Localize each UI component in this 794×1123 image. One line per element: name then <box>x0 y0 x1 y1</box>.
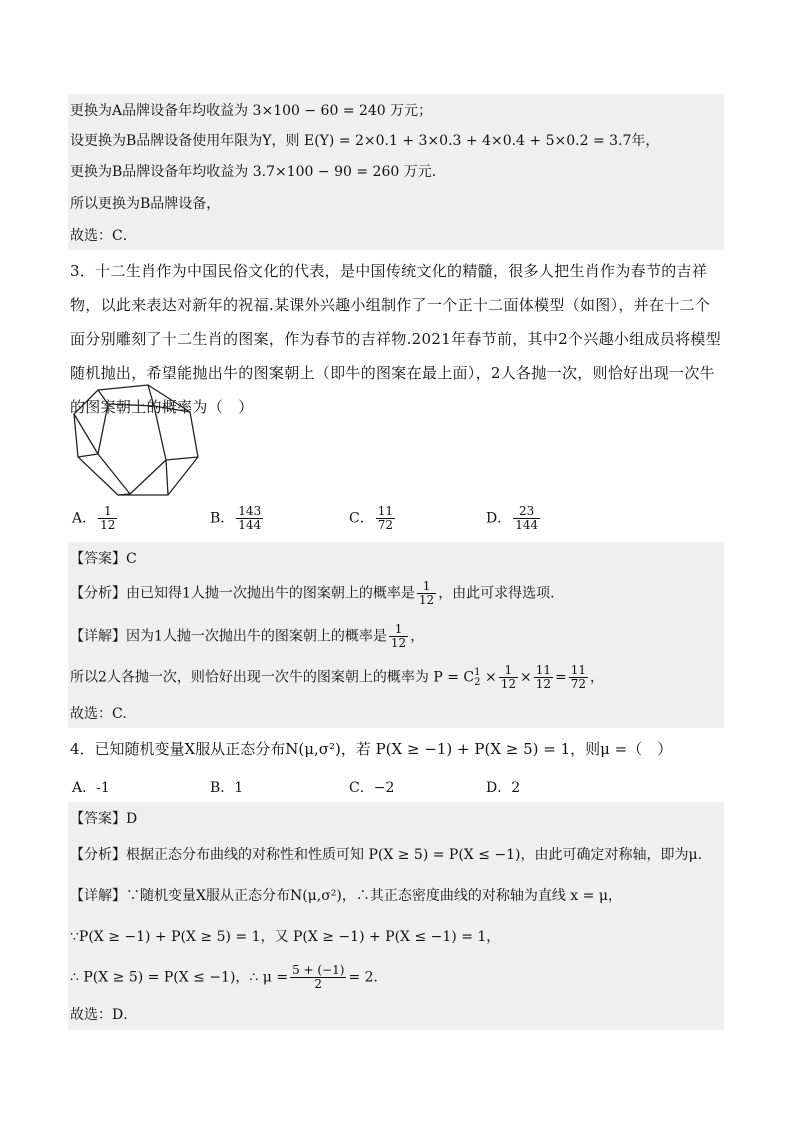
q4-option-a[interactable]: A．-1 <box>72 780 110 796</box>
q4-answer: 【答案】D <box>70 811 138 827</box>
q3-analysis: 【分析】由已知得1人抛一次抛出牛的图案朝上的概率是 $\frac{1}{12}$ ，由此可求得选项. <box>70 579 555 607</box>
q4-solution-block <box>68 802 724 1030</box>
q3-stem: 3．十二生肖作为中国民俗文化的代表，是中国传统文化的精髓，很多人把生肖作为春节的吉祥物，以此来表达对新年的祝福.某课外兴趣小组制作了一个正十二面体模型（如图），并在十二个面分别雕刻了十二生肖的图案，作为春节的吉祥物.2021年春节前，其中2个兴趣小组成员将模型随机抛出，希望能抛出牛的图案朝上（即牛的图案在最上面），2人各抛一次，则恰好出现一次牛的图案朝上的概率为（ ） <box>70 262 721 416</box>
q4-option-d[interactable]: D．2 <box>486 780 521 796</box>
prev-line-4: 所以更换为B品牌设备， <box>70 196 221 212</box>
q4-detail-2: ∵P(X ≥ −1) + P(X ≥ 5) = 1，又 P(X ≥ −1) + P(X ≤ −1) = 1， <box>70 929 501 945</box>
q4-conclusion: 故选：D． <box>70 1007 138 1023</box>
prev-conclusion: 故选：C． <box>70 228 137 244</box>
q3-option-b[interactable]: B． $\frac{143}{144}$ <box>210 504 262 532</box>
q3-option-c[interactable]: C． $\frac{11}{72}$ <box>349 504 393 532</box>
q3-option-a[interactable]: A． $\frac{1}{12}$ <box>72 504 116 532</box>
prev-line-1: 更换为A品牌设备年均收益为 3×100 − 60 = 240 万元； <box>70 103 433 119</box>
q4-analysis: 【分析】根据正态分布曲线的对称性和性质可知 P(X ≥ 5) = P(X ≤ −1)，由此可确定对称轴，即为μ. <box>70 847 703 863</box>
prev-line-3: 更换为B品牌设备年均收益为 3.7×100 − 90 = 260 万元． <box>70 164 446 180</box>
q4-option-c[interactable]: C．−2 <box>349 780 395 796</box>
q3-detail: 【详解】因为1人抛一次抛出牛的图案朝上的概率是 $\frac{1}{12}$ ， <box>70 622 425 650</box>
q3-answer: 【答案】C <box>70 551 137 567</box>
q4-detail-3: ∴ P(X ≥ 5) = P(X ≤ −1)，∴ μ = $\frac{5 + (-1)}{2}$ = 2． <box>70 963 388 991</box>
prev-line-2: 设更换为B品牌设备使用年限为Y，则 E(Y) = 2×0.1 + 3×0.3 + 4×0.4 + 5×0.2 = 3.7年， <box>70 133 660 149</box>
q3-conclusion: 故选：C. <box>70 706 127 722</box>
dodecahedron-figure <box>70 382 220 502</box>
q3-option-d[interactable]: D． $\frac{23}{144}$ <box>486 504 539 532</box>
q4-detail-1: 【详解】∵随机变量X服从正态分布N(μ,σ²)，∴其正态密度曲线的对称轴为直线 x = μ， <box>70 888 622 904</box>
q3-calculation: 所以2人各抛一次，则恰好出现一次牛的图案朝上的概率为 P = C 1 2 × $\frac{1}{12}$ × $\frac{11}{12}$ = $\frac{11}{72}$ ， <box>70 663 604 691</box>
q4-option-b[interactable]: B．1 <box>210 780 244 796</box>
q4-stem: 4．已知随机变量X服从正态分布N(μ,σ²)，若 P(X ≥ −1) + P(X ≥ 5) = 1，则μ =（ ） <box>70 740 673 758</box>
